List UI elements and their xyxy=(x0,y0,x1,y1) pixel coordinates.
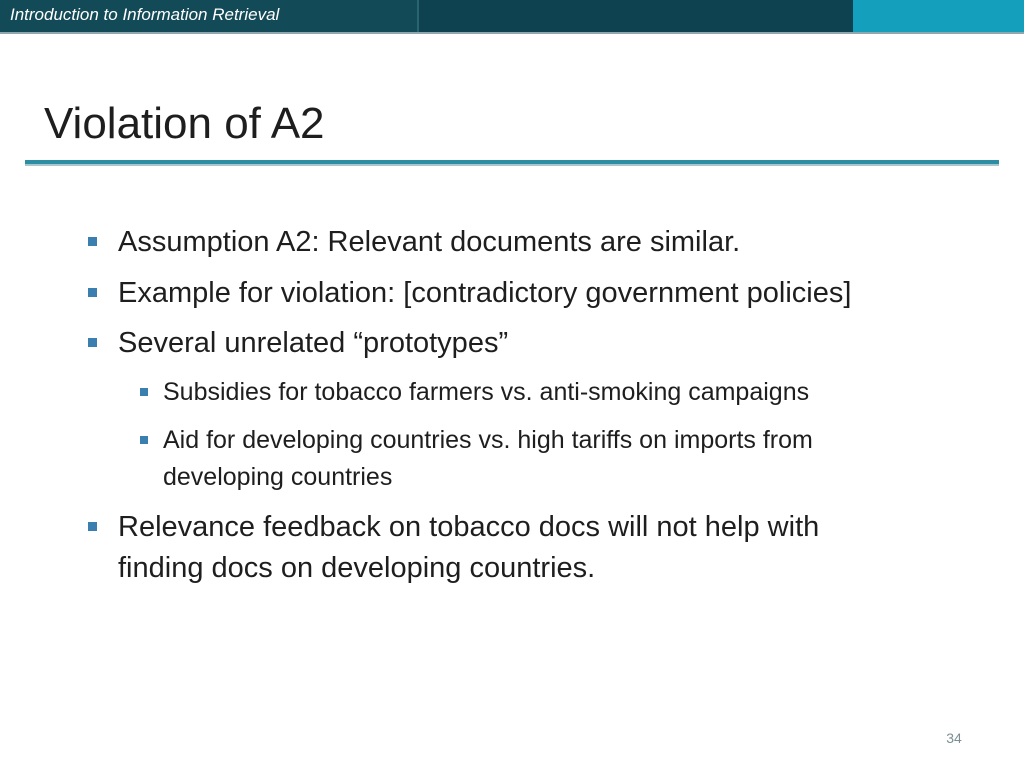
square-bullet-icon xyxy=(88,288,97,297)
bullet-item xyxy=(88,222,968,263)
bullet-item xyxy=(88,507,898,589)
slide-title: Violation of A2 xyxy=(44,99,325,148)
square-bullet-icon xyxy=(140,436,148,444)
course-title: Introduction to Information Retrieval xyxy=(10,5,280,24)
square-bullet-icon xyxy=(88,522,97,531)
bullet-item xyxy=(88,273,968,314)
bullet-text: Example for violation: [contradictory government policies] xyxy=(118,277,852,309)
bullet-text: Relevance feedback on tobacco docs will not help with finding docs on developing countries. xyxy=(118,511,820,584)
sub-bullet-text: Aid for developing countries vs. high tariffs on imports from developing countries xyxy=(163,426,813,491)
bullet-item xyxy=(88,323,968,364)
bullet-text: Assumption A2: Relevant documents are similar. xyxy=(118,226,741,258)
square-bullet-icon xyxy=(140,388,148,396)
page-number: 34 xyxy=(946,730,962,746)
sub-bullet-item xyxy=(140,422,930,496)
square-bullet-icon xyxy=(88,338,97,347)
sub-bullet-item xyxy=(140,374,940,411)
square-bullet-icon xyxy=(88,237,97,246)
bullet-text: Several unrelated “prototypes” xyxy=(118,327,509,359)
sub-bullet-text: Subsidies for tobacco farmers vs. anti-smoking campaigns xyxy=(163,378,810,406)
